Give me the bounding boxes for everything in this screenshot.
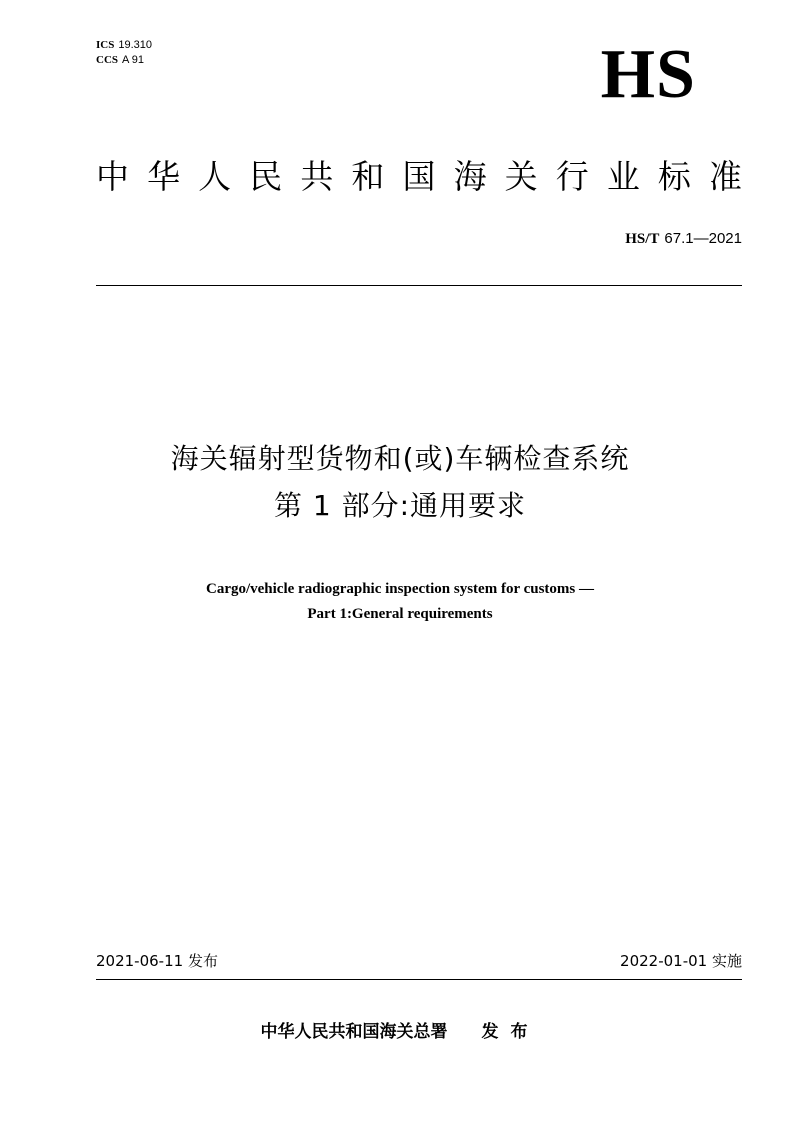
header-divider xyxy=(96,285,742,286)
english-title-line-1: Cargo/vehicle radiographic inspection system for customs — xyxy=(205,581,595,597)
english-title-line-2: Part 1:General requirements xyxy=(307,606,493,622)
chinese-title-line-2: 第 1 部分:通用要求 xyxy=(273,489,527,522)
ccs-code xyxy=(96,53,152,68)
issuing-authority xyxy=(40,1020,760,1044)
ics-code xyxy=(96,38,152,53)
ccs-label: CCS xyxy=(96,54,119,66)
standard-number-prefix: HS/T xyxy=(625,231,660,247)
classification-codes xyxy=(96,38,152,68)
issue-date: 2021-06-11 发布 xyxy=(96,952,218,970)
chinese-title-line-1: 海关辐射型货物和(或)车辆检查系统 xyxy=(170,442,630,475)
implementation-date: 2022-01-01 实施 xyxy=(620,952,742,970)
standard-number-value: 67.1—2021 xyxy=(664,230,742,247)
hs-logo: HS xyxy=(600,36,696,113)
ics-label: ICS xyxy=(96,39,115,51)
standard-category-title: 中华人民共和国海关行业标准 xyxy=(96,157,744,196)
footer-divider xyxy=(96,979,742,980)
issuer-name: 中华人民共和国海关总署 xyxy=(260,1022,448,1042)
issuer-action: 发布 xyxy=(481,1022,540,1042)
standard-number xyxy=(625,229,742,249)
ccs-value: A 91 xyxy=(122,54,145,66)
ics-value: 19.310 xyxy=(118,39,152,51)
